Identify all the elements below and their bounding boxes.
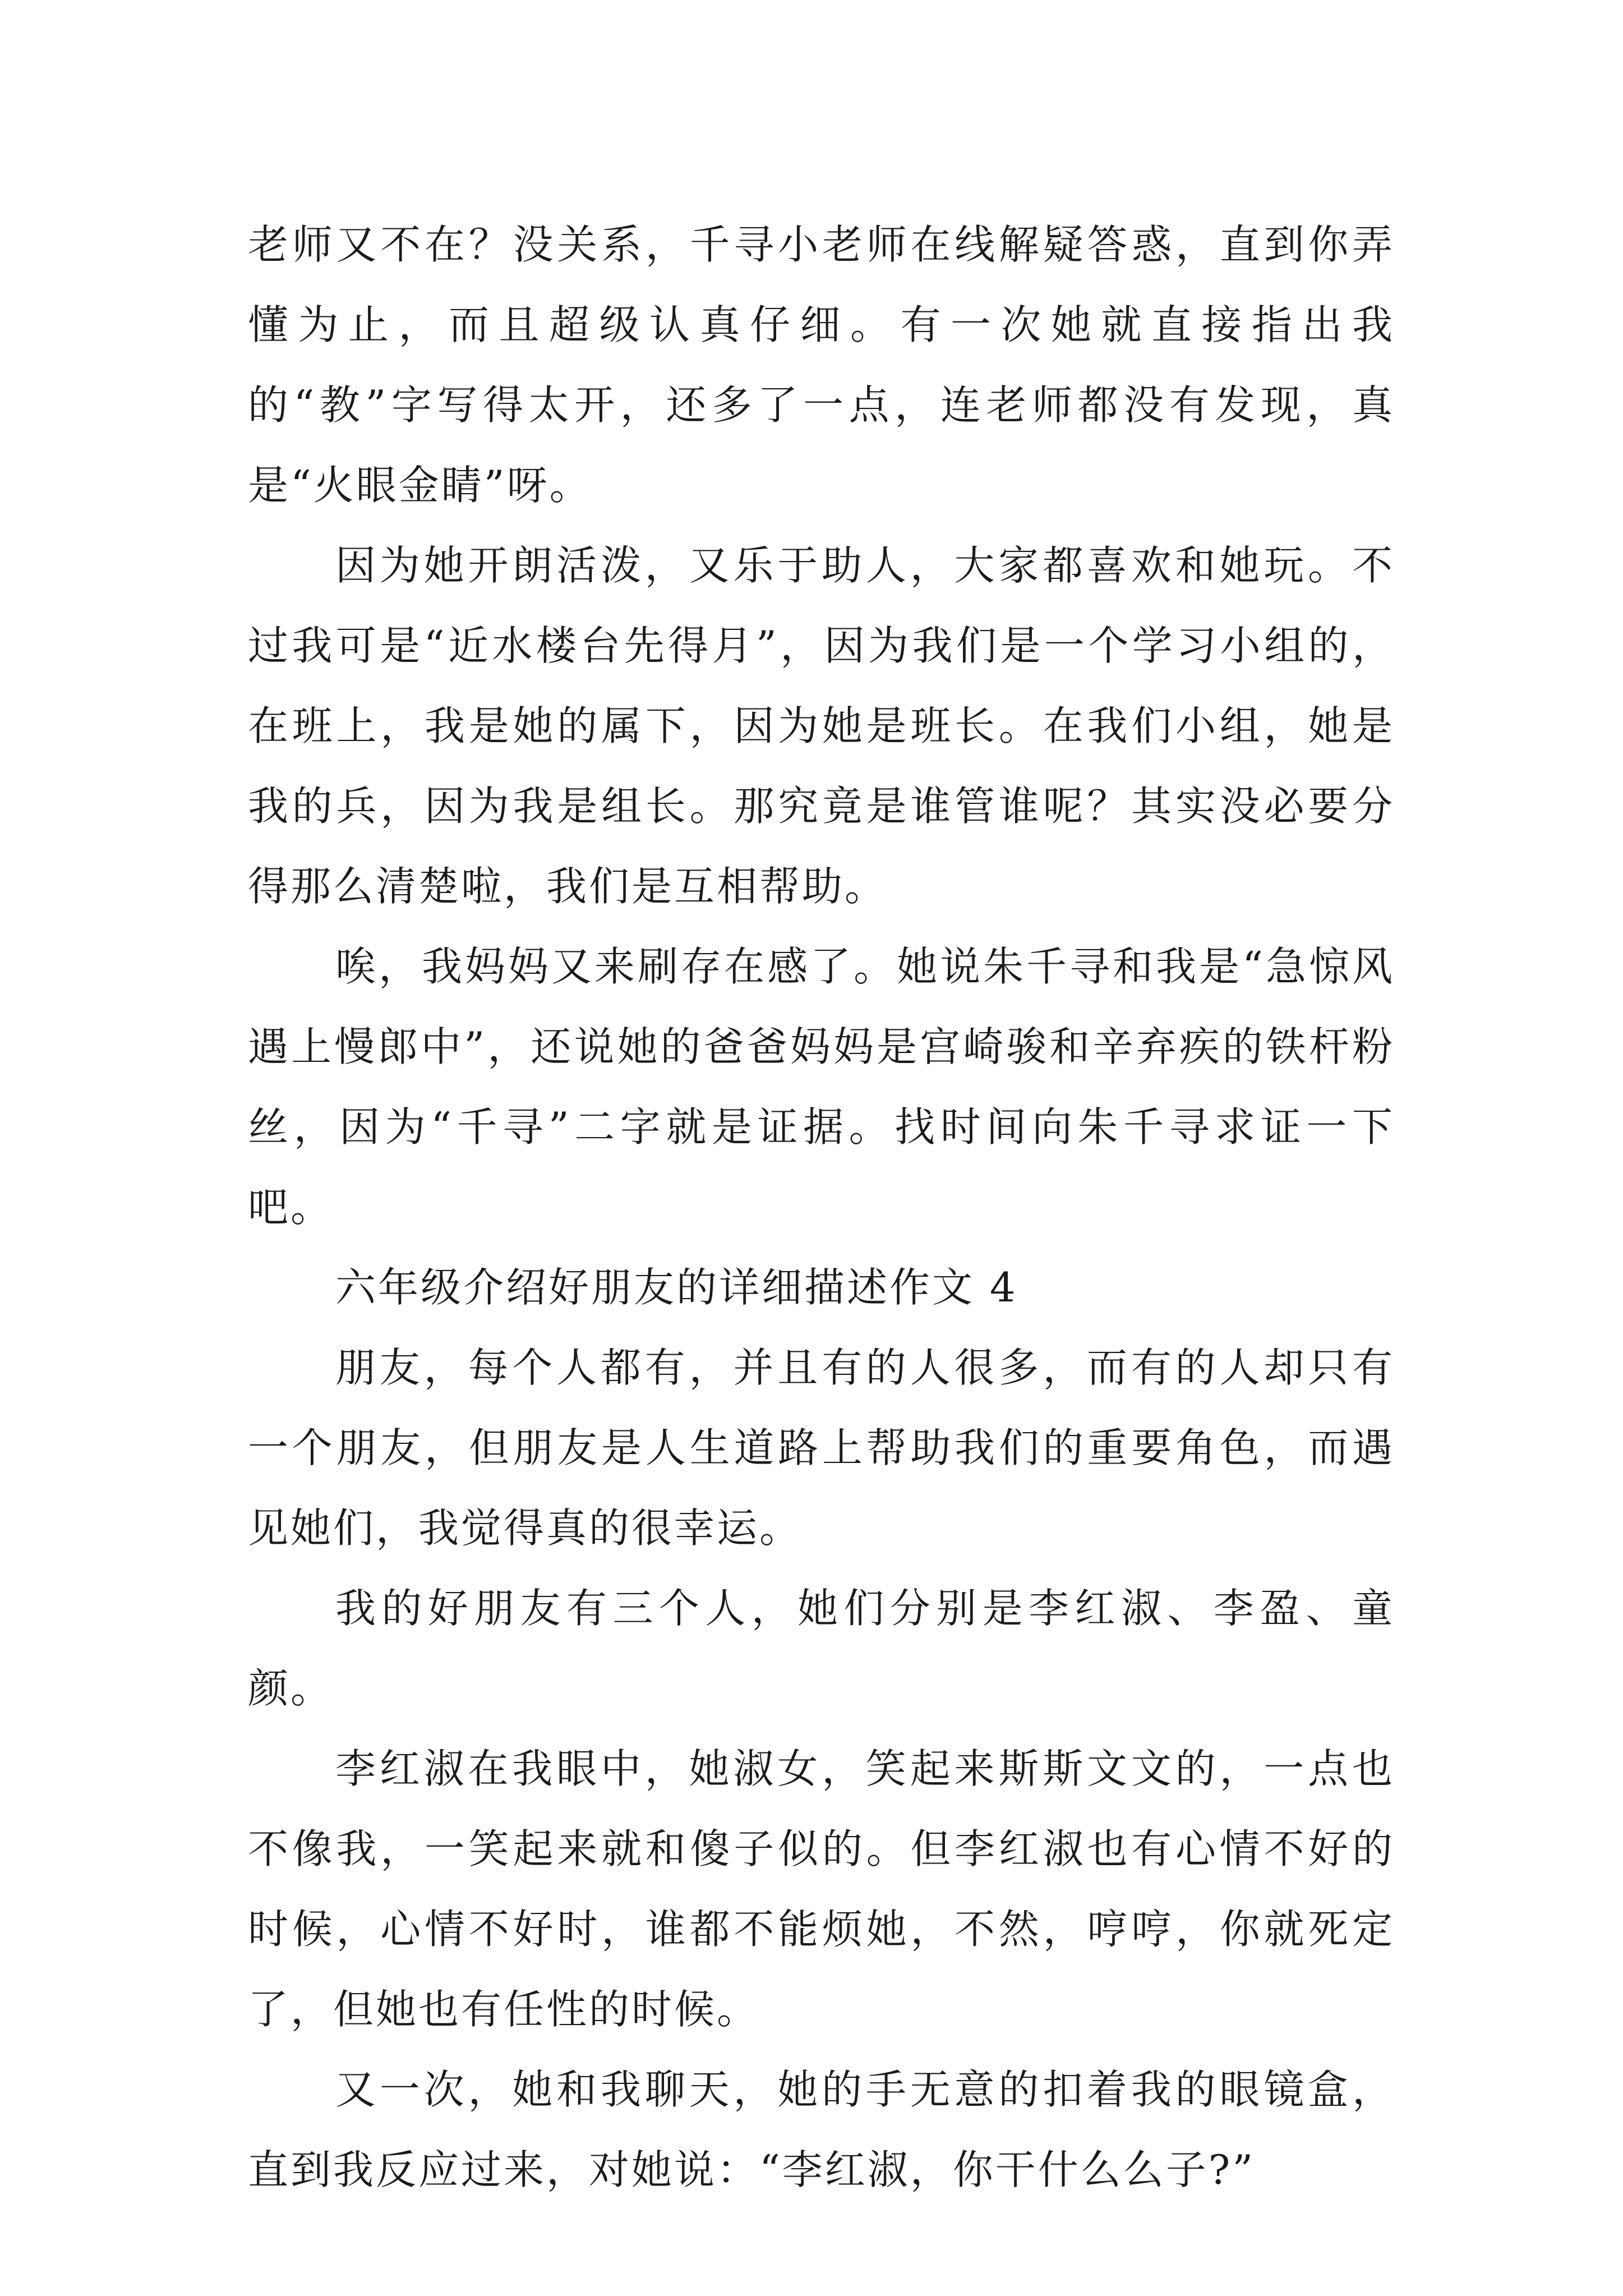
paragraph: 我的好朋友有三个人，她们分别是李红淑、李盈、童颜。 <box>248 1585 1395 1712</box>
essay-heading: 六年级介绍好朋友的详细描述作文 4 <box>335 1264 1018 1311</box>
paragraph-continuation: 老师又不在？没关系，千寻小老师在线解疑答惑，直到你弄懂为止，而且超级认真仔细。有一次她就直接指出我的“教”字写得太开，还多了一点，连老师都没有发现，真是“火眼金睛”呀。 <box>248 221 1395 509</box>
paragraph: 李红淑在我眼中，她淑女，笑起来斯斯文文的，一点也不像我，一笑起来就和傻子似的。但李红淑也有心情不好的时候，心情不好时，谁都不能烦她，不然，哼哼，你就死定了，但她也有任性的时候。 <box>248 1745 1395 2033</box>
paragraph: 朋友，每个人都有，并且有的人很多，而有的人却只有一个朋友，但朋友是人生道路上帮助我们的重要角色，而遇见她们，我觉得真的很幸运。 <box>248 1344 1395 1552</box>
document-body <box>248 205 1395 2210</box>
paragraph: 又一次，她和我聊天，她的手无意的扣着我的眼镜盒，直到我反应过来，对她说：“李红淑，你干什么么子?” <box>248 2066 1395 2193</box>
paragraph: 因为她开朗活泼，又乐于助人，大家都喜欢和她玩。不过我可是“近水楼台先得月”，因为我们是一个学习小组的，在班上，我是她的属下，因为她是班长。在我们小组，她是我的兵，因为我是组长。那究竟是谁管谁呢？其实没必要分得那么清楚啦，我们是互相帮助。 <box>248 542 1395 910</box>
paragraph: 唉，我妈妈又来刷存在感了。她说朱千寻和我是“急惊风遇上慢郎中”，还说她的爸爸妈妈是宫崎骏和辛弃疾的铁杆粉丝，因为“千寻”二字就是证据。找时间向朱千寻求证一下吧。 <box>248 943 1395 1231</box>
